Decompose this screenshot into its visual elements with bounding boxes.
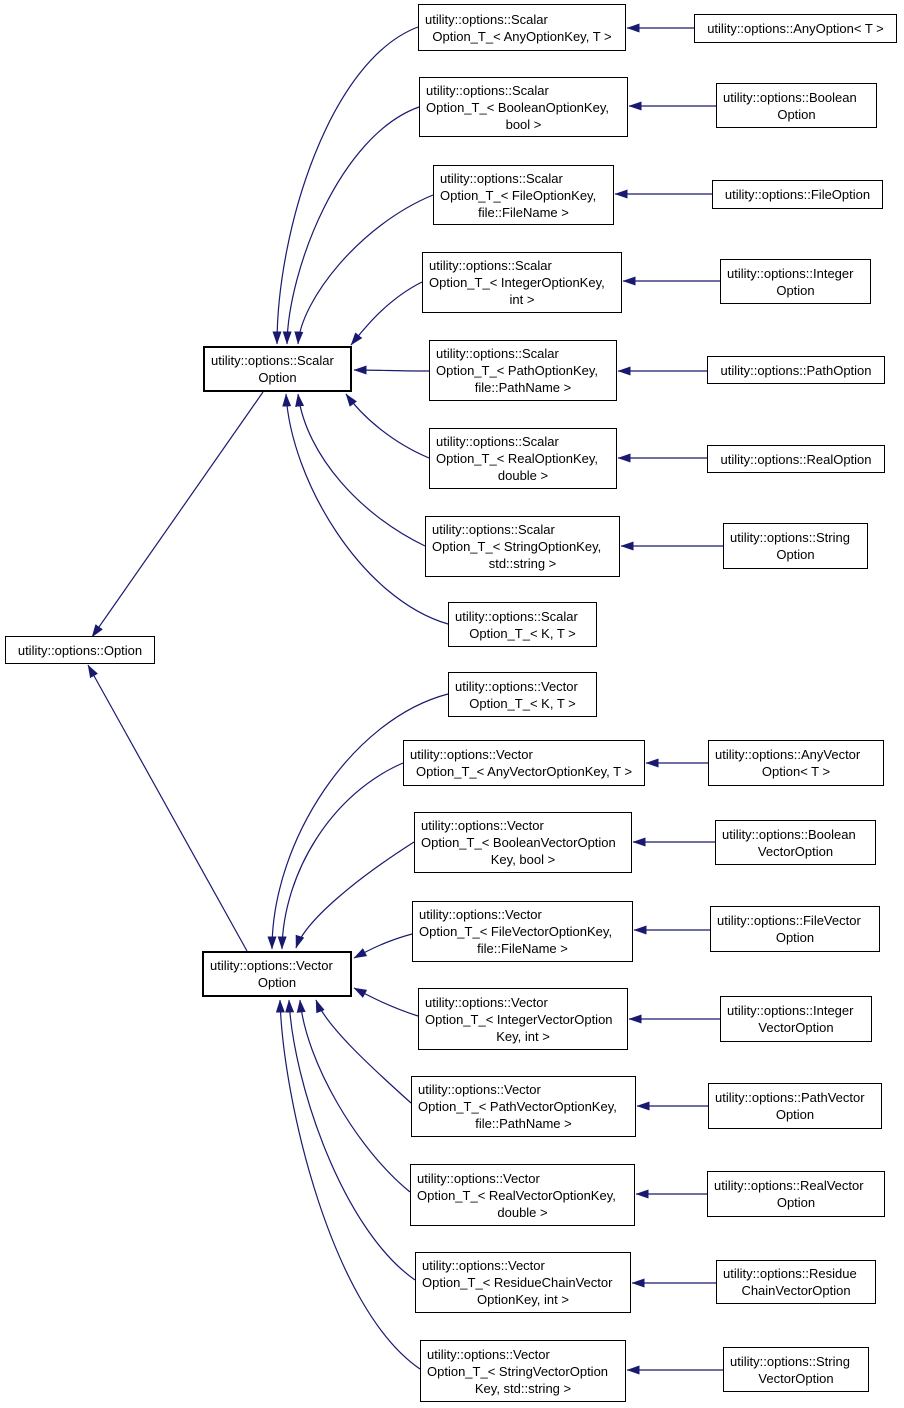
class-node-label-line: utility::options::Scalar xyxy=(429,258,552,273)
class-node-scalar-t-file[interactable] xyxy=(433,165,614,225)
class-node-scalar-t-path[interactable] xyxy=(429,340,617,401)
class-node-label-line: int > xyxy=(509,292,535,307)
class-node-label-line: Option_T_< ResidueChainVector xyxy=(422,1275,613,1290)
class-node-label-line: utility::options::RealOption xyxy=(720,451,872,467)
class-node-realvector-option[interactable] xyxy=(707,1171,885,1217)
class-node-label-line: Option_T_< RealOptionKey, xyxy=(436,451,598,466)
class-node-label-line: Option_T_< BooleanOptionKey, xyxy=(426,99,609,115)
class-node-label-line: utility::options::Scalar xyxy=(211,353,334,368)
class-node-label-line: utility::options::Vector xyxy=(455,678,578,694)
class-node-label-line: file::PathName > xyxy=(475,1116,572,1131)
inheritance-edge-vector-t-residuechain--vector-option xyxy=(289,1000,415,1280)
class-node-label-line: Option_T_< K, T > xyxy=(469,695,576,711)
class-node-vector-t-residuechain[interactable] xyxy=(415,1252,631,1313)
class-node-vector-option[interactable] xyxy=(202,951,352,997)
inheritance-edge-vector-t-real--vector-option xyxy=(300,1000,410,1192)
class-node-label-line: Option xyxy=(775,1107,815,1122)
class-node-any-option[interactable] xyxy=(694,14,897,43)
inheritance-edge-vector-t-integer--vector-option xyxy=(354,988,418,1016)
inheritance-edge-vector-t-any--vector-option xyxy=(282,763,403,949)
class-node-string-option[interactable] xyxy=(723,523,868,569)
class-node-label-line: Option< T > xyxy=(761,764,831,779)
class-node-label-line: OptionKey, int > xyxy=(477,1292,569,1307)
inheritance-edge-scalar-t-integer--scalar-option xyxy=(351,282,422,345)
class-node-label-line: utility::options::FileOption xyxy=(724,187,871,202)
class-node-label-line: Option_T_< AnyOptionKey, T > xyxy=(432,28,612,44)
class-node-anyvector-option[interactable] xyxy=(708,740,884,786)
inheritance-edge-scalar-t-string--scalar-option xyxy=(298,394,425,546)
class-node-label-line: utility::options::Scalar xyxy=(425,11,548,27)
class-node-label-line: VectorOption xyxy=(758,1370,834,1386)
class-node-vector-t-file[interactable] xyxy=(412,901,633,962)
inheritance-edge-vector-t-path--vector-option xyxy=(316,1000,411,1103)
class-node-stringvector-option[interactable] xyxy=(723,1347,869,1392)
class-node-label-line: utility::options::Option xyxy=(17,642,143,658)
class-node-booleanvector-option[interactable] xyxy=(715,820,876,865)
class-node-label-line: utility::options::Scalar xyxy=(455,608,578,624)
class-node-boolean-option[interactable] xyxy=(716,83,877,128)
class-node-vector-t-path[interactable] xyxy=(411,1076,636,1137)
inheritance-edge-scalar-t-file--scalar-option xyxy=(298,195,433,344)
class-node-scalar-t-real[interactable] xyxy=(429,428,617,489)
class-node-label-line: double > xyxy=(497,468,549,483)
class-node-label-line: utility::options::String xyxy=(730,1353,850,1369)
class-node-vector-t-boolean[interactable] xyxy=(414,812,632,873)
class-node-label-line: Option xyxy=(776,282,815,298)
class-node-label-line: Option xyxy=(258,370,297,385)
class-node-label-line: file::FileName > xyxy=(477,941,568,956)
class-node-real-option[interactable] xyxy=(707,445,885,473)
class-node-vector-t-string[interactable] xyxy=(420,1340,626,1402)
class-node-label-line: Option_T_< IntegerOptionKey, xyxy=(429,275,605,290)
class-node-integer-option[interactable] xyxy=(720,259,871,304)
class-node-file-option[interactable] xyxy=(712,180,883,209)
class-node-label-line: file::PathName > xyxy=(474,380,572,395)
class-node-label-line: Option xyxy=(775,930,815,945)
class-node-label-line: utility::options::Vector xyxy=(427,1346,550,1362)
class-node-label-line: utility::options::Vector xyxy=(410,747,533,762)
class-node-label-line: utility::options::Scalar xyxy=(436,346,559,361)
class-node-label-line: utility::options::Boolean xyxy=(723,89,857,105)
class-node-label-line: Option_T_< PathVectorOptionKey, xyxy=(418,1099,617,1114)
class-node-label-line: utility::options::Integer xyxy=(727,1003,854,1018)
class-node-scalar-t-integer[interactable] xyxy=(422,252,622,313)
class-node-label-line: utility::options::Scalar xyxy=(426,82,549,98)
inheritance-edge-vector-option--option xyxy=(88,665,247,951)
class-node-label-line: Option_T_< StringVectorOption xyxy=(427,1363,609,1379)
class-node-label-line: Option_T_< RealVectorOptionKey, xyxy=(417,1187,616,1203)
class-node-label-line: Key, std::string > xyxy=(474,1380,572,1396)
inheritance-edge-scalar-t-any--scalar-option xyxy=(277,27,418,344)
class-node-vector-t-real[interactable] xyxy=(410,1164,635,1226)
class-node-label-line: Option_T_< FileOptionKey, xyxy=(440,187,597,203)
class-node-label-line: std::string > xyxy=(488,556,557,571)
class-node-scalar-t-any[interactable] xyxy=(418,4,626,51)
class-node-label-line: utility::options::AnyVector xyxy=(715,747,861,762)
class-node-label-line: utility::options::Vector xyxy=(210,958,333,973)
class-node-label-line: file::FileName > xyxy=(478,204,569,220)
inheritance-edge-vector-t-string--vector-option xyxy=(280,1000,420,1369)
class-node-label-line: utility::options::Vector xyxy=(422,1258,545,1273)
class-node-vector-t-any[interactable] xyxy=(403,740,645,786)
class-node-scalar-t-kt[interactable] xyxy=(448,602,597,647)
class-node-label-line: Option_T_< BooleanVectorOption xyxy=(421,835,616,850)
class-node-label-line: Option_T_< PathOptionKey, xyxy=(436,363,598,378)
class-node-label-line: Option xyxy=(776,1195,816,1210)
class-node-label-line: bool > xyxy=(505,116,542,132)
class-node-path-option[interactable] xyxy=(707,356,885,384)
class-node-label-line: ChainVectorOption xyxy=(741,1283,851,1298)
class-node-integervector-option[interactable] xyxy=(720,996,872,1042)
inheritance-edge-scalar-t-path--scalar-option xyxy=(354,370,429,371)
class-node-label-line: utility::options::Residue xyxy=(723,1266,857,1281)
class-node-label-line: Key, bool > xyxy=(490,852,556,867)
class-node-filevector-option[interactable] xyxy=(710,906,880,952)
class-node-scalar-option[interactable] xyxy=(203,346,352,392)
class-node-label-line: Option_T_< IntegerVectorOption xyxy=(425,1011,613,1027)
class-node-label-line: utility::options::FileVector xyxy=(717,913,861,928)
class-node-label-line: Option_T_< FileVectorOptionKey, xyxy=(419,924,613,939)
class-node-label-line: utility::options::Scalar xyxy=(432,522,555,537)
class-node-label-line: utility::options::Scalar xyxy=(440,170,563,186)
class-node-label-line: Option_T_< StringOptionKey, xyxy=(432,539,602,554)
class-node-label-line: utility::options::PathVector xyxy=(715,1090,865,1105)
class-node-label-line: utility::options::String xyxy=(730,530,850,545)
class-node-label-line: utility::options::PathOption xyxy=(720,362,872,378)
class-node-vector-t-kt[interactable] xyxy=(448,672,597,717)
class-node-label-line: utility::options::RealVector xyxy=(714,1178,864,1193)
class-node-label-line: Option xyxy=(776,547,815,562)
class-node-scalar-t-boolean[interactable] xyxy=(419,77,628,137)
class-node-label-line: Option xyxy=(777,106,816,122)
inheritance-edge-scalar-option--option xyxy=(92,392,263,637)
class-node-label-line: utility::options::Integer xyxy=(727,265,854,281)
inheritance-edge-vector-t-boolean--vector-option xyxy=(296,842,414,948)
class-node-label-line: utility::options::Vector xyxy=(425,994,548,1010)
class-node-label-line: utility::options::Vector xyxy=(421,818,544,833)
class-node-label-line: double > xyxy=(497,1204,548,1220)
class-node-pathvector-option[interactable] xyxy=(708,1083,882,1129)
inheritance-edge-vector-t-file--vector-option xyxy=(354,934,412,958)
class-node-label-line: utility::options::Vector xyxy=(418,1082,541,1097)
class-node-label-line: Option xyxy=(257,975,297,990)
class-node-label-line: Option_T_< AnyVectorOptionKey, T > xyxy=(415,764,633,779)
class-node-label-line: utility::options::AnyOption< T > xyxy=(707,21,884,36)
class-node-vector-t-integer[interactable] xyxy=(418,988,628,1050)
class-node-label-line: utility::options::Boolean xyxy=(722,826,856,842)
class-node-label-line: utility::options::Vector xyxy=(417,1170,540,1186)
class-node-label-line: utility::options::Vector xyxy=(419,907,542,922)
class-node-residuechainvector-option[interactable] xyxy=(716,1260,876,1304)
class-node-label-line: VectorOption xyxy=(757,843,834,859)
inheritance-edge-scalar-t-boolean--scalar-option xyxy=(287,107,419,344)
class-node-label-line: utility::options::Scalar xyxy=(436,434,559,449)
class-node-label-line: VectorOption xyxy=(758,1020,834,1035)
class-node-label-line: Key, int > xyxy=(496,1028,550,1044)
class-node-label-line: Option_T_< K, T > xyxy=(469,625,576,641)
inheritance-edge-scalar-t-real--scalar-option xyxy=(346,394,429,458)
class-node-scalar-t-string[interactable] xyxy=(425,516,620,577)
class-node-option[interactable] xyxy=(5,636,155,664)
